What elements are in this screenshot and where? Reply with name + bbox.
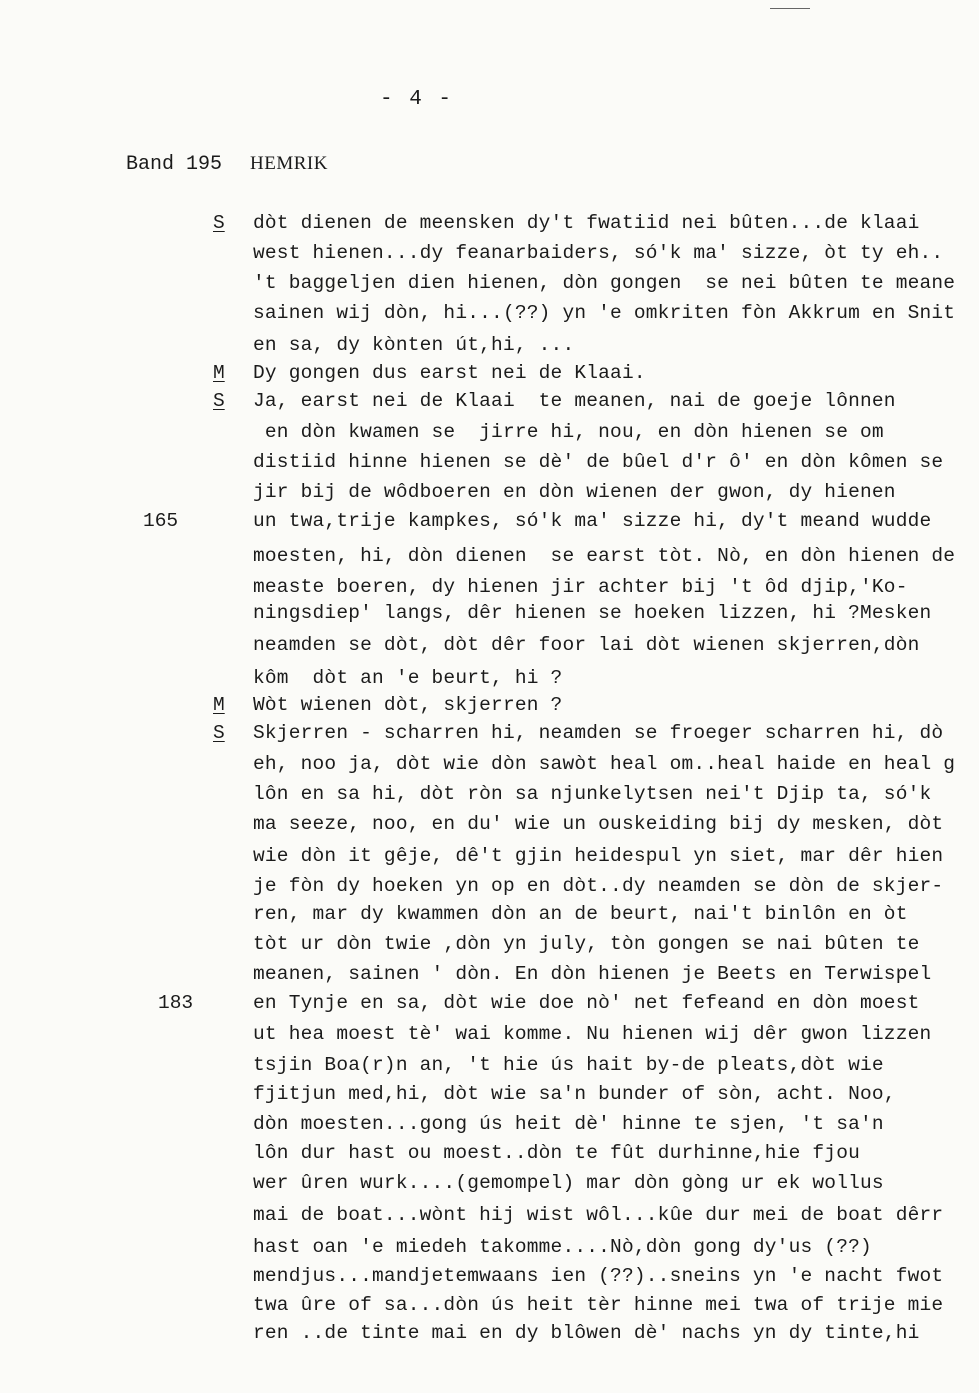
transcript-line: 't baggeljen dien hienen, dòn gongen se nei bûten te meane [253,272,956,294]
transcript-line: je fòn dy hoeken yn op en dòt..dy neamden se dòn de skjer- [253,875,944,897]
transcript-line: distiid hinne hienen se dè' de bûel d'r ô' en dòn kômen se [253,451,944,473]
speaker-marker: M [213,694,225,716]
speaker-marker: M [213,362,225,384]
transcript-line: neamden se dòt, dòt dêr foor lai dòt wienen skjerren,dòn [253,634,920,656]
transcript-line: Wòt wienen dòt, skjerren ? [253,694,563,716]
transcript-line: ningsdiep' langs, dêr hienen se hoeken lizzen, hi ?Mesken [253,602,932,624]
transcript-line: lôn en sa hi, dòt ròn sa njunkelytsen nei't Djip ta, só'k [253,783,932,805]
transcript-line: en sa, dy kònten út,hi, ... [253,334,575,356]
transcript-line: Skjerren - scharren hi, neamden se froeger scharren hi, dò [253,722,944,744]
transcript-line: twa ûre of sa...dòn ús heit tèr hinne mei twa of trije mie [253,1294,944,1316]
transcript-line: ma seeze, noo, en du' wie un ouskeiding bij dy mesken, dòt [253,813,944,835]
transcript-line: wer ûren wurk....(gemompel) mar dòn gòng ur ek wollus [253,1172,884,1194]
transcript-line: eh, noo ja, dòt wie dòn sawòt heal om..heal haide en heal g [253,753,956,775]
transcript-line: ut hea moest tè' wai komme. Nu hienen wij dêr gwon lizzen [253,1023,932,1045]
transcript-line: dòt dienen de meensken dy't fwatiid nei bûten...de klaai [253,212,920,234]
transcript-line: mai de boat...wònt hij wist wôl...kûe dur mei de boat dêrr [253,1204,944,1226]
speaker-marker: S [213,212,225,234]
transcript-line: ren, mar dy kwammen dòn an de beurt, nai't binlôn en òt [253,903,908,925]
transcript-line: tòt ur dòn twie ,dòn yn july, tòn gongen se nai bûten te [253,933,920,955]
transcript-line: dòn moesten...gong ús heit dè' hinne te sjen, 't sa'n [253,1113,884,1135]
transcript-line: jir bij de wôdboeren en dòn wienen der gwon, dy hienen [253,481,896,503]
transcript-line: moesten, hi, dòn dienen se earst tòt. Nò, en dòn hienen de [253,545,956,567]
tape-label: Band 195 [126,153,223,176]
transcript-line: hast oan 'e miedeh takomme....Nò,dòn gong dy'us (??) [253,1236,872,1258]
transcript-line: tsjin Boa(r)n an, 't hie ús hait by-de pleats,dòt wie [253,1054,884,1076]
transcript-line: kôm dòt an 'e beurt, hi ? [253,667,563,689]
speaker-marker: S [213,390,225,412]
document-header [126,153,328,176]
transcript-line: meanen, sainen ' dòn. En dòn hienen je Beets en Terwispel [253,963,932,985]
transcript-line: wie dòn it gêje, dê't gjin heidespul yn siet, mar dêr hien [253,845,944,867]
transcript-line: en Tynje en sa, dòt wie doe nò' net fefeand en dòn moest [253,992,920,1014]
transcript-line: en dòn kwamen se jirre hi, nou, en dòn hienen se om [253,421,884,443]
transcript-line: Dy gongen dus earst nei de Klaai. [253,362,646,384]
counter-number: 165 [143,510,179,532]
transcript-line: west hienen...dy feanarbaiders, só'k ma' sizze, òt ty eh.. [253,242,944,264]
transcript-line: un twa,trije kampkes, só'k ma' sizze hi, dy't meand wudde [253,510,932,532]
transcript-line: lôn dur hast ou moest..dòn te fût durhinne,hie fjou [253,1142,860,1164]
transcript-line: measte boeren, dy hienen jir achter bij 't ôd djip,'Ko- [253,576,908,598]
counter-number: 183 [158,992,194,1014]
scan-mark [770,8,810,9]
transcript-line: fjitjun med,hi, dòt wie sa'n bunder of sòn, acht. Noo, [253,1083,896,1105]
speaker-marker: S [213,722,225,744]
page-number: - 4 - [380,88,454,111]
transcript-line: sainen wij dòn, hi...(??) yn 'e omkriten fòn Akkrum en Snit [253,302,956,324]
place-name: HEMRIK [250,153,328,174]
transcript-line: Ja, earst nei de Klaai te meanen, nai de goeje lônnen [253,390,896,412]
transcript-line: ren ..de tinte mai en dy blôwen dè' nachs yn dy tinte,hi [253,1322,920,1344]
transcript-line: mendjus...mandjetemwaans ien (??)..sneins yn 'e nacht fwot [253,1265,944,1287]
